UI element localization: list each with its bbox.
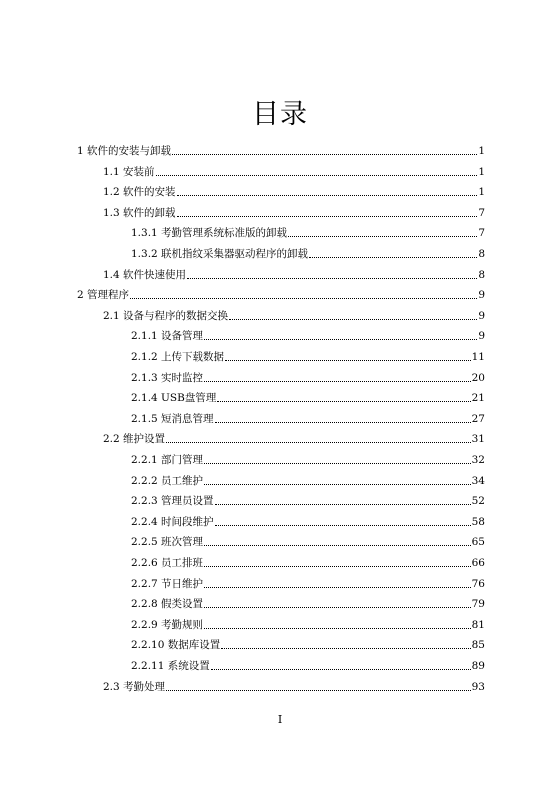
toc-entry-page-number: 34 [471,474,485,487]
toc-entry-page-number: 7 [478,206,485,219]
toc-dot-leader [225,360,471,361]
toc-dot-leader [204,628,471,629]
toc-dot-leader [204,339,477,340]
toc-entry-label: 1.3.1 考勤管理系统标准版的卸载 [131,227,288,240]
toc-entry-page-number: 65 [471,536,485,549]
toc-entry-label: 2.2.5 班次管理 [131,536,204,549]
toc-entry[interactable] [131,346,485,364]
toc-entry-label: 1.2 软件的安装 [103,186,176,199]
toc-entry-page-number: 1 [478,145,485,157]
toc-entry-label: 2.2.2 员工维护 [131,474,204,487]
toc-entry-page-number: 52 [471,495,485,508]
toc-dot-leader [288,236,477,237]
toc-entry-page-number: 1 [478,165,485,178]
toc-dot-leader [215,504,471,505]
toc-entry-page-number: 9 [478,289,485,302]
toc-entry[interactable] [103,305,485,323]
toc-entry[interactable] [131,490,485,508]
toc-dot-leader [204,381,471,382]
toc-entry[interactable] [131,573,485,591]
toc-entry[interactable] [131,243,485,261]
toc-entry-label: 2.2.1 部门管理 [131,454,204,466]
toc-dot-leader [187,278,477,279]
toc-entry-page-number: 27 [471,412,485,425]
toc-entry-label: 2.1.5 短消息管理 [131,412,214,425]
toc-entry-label: 2.2.4 时间段维护 [131,515,214,528]
toc-dot-leader [156,175,478,176]
toc-dot-leader [177,216,478,217]
toc-entry-page-number: 32 [471,454,485,466]
toc-entry-label: 2 管理程序 [77,289,130,302]
toc-entry-label: 2.1.3 实时监控 [131,371,204,384]
page-title: 目录 [252,99,308,130]
toc-entry[interactable] [77,284,485,302]
toc-entry-label: 2.2.10 数据库设置 [131,639,221,652]
toc-entry[interactable] [131,552,485,570]
toc-entry-label: 2.2.6 员工排班 [131,557,204,569]
toc-entry[interactable] [131,511,485,529]
toc-entry-label: 2.1.4 USB盘管理 [131,392,217,405]
toc-dot-leader [215,525,471,526]
toc-entry[interactable] [131,222,485,240]
toc-entry-label: 2.1 设备与程序的数据交换 [103,309,229,322]
toc-entry[interactable] [131,634,485,652]
toc-entry-page-number: 89 [471,660,485,672]
toc-entry-page-number: 76 [471,577,485,590]
toc-dot-leader [204,566,471,567]
toc-entry-label: 2.2.8 假类设置 [131,598,204,611]
toc-entry-page-number: 7 [478,227,485,240]
toc-entry-label: 1.1 安装前 [103,165,155,178]
toc-entry-page-number: 9 [478,330,485,343]
toc-dot-leader [211,669,471,670]
toc-dot-leader [204,484,471,485]
toc-entry[interactable] [131,367,485,385]
toc-entry-page-number: 58 [471,515,485,528]
toc-entry-page-number: 20 [471,371,485,384]
toc-entry[interactable] [131,531,485,549]
toc-entry[interactable] [131,408,485,426]
toc-dot-leader [204,607,471,608]
toc-dot-leader [166,442,471,443]
toc-entry[interactable] [131,387,485,405]
toc-entry[interactable] [131,614,485,632]
toc-dot-leader [204,545,471,546]
toc-entry-label: 1.3 软件的卸载 [103,206,176,219]
toc-entry-label: 2.2.11 系统设置 [131,660,210,672]
toc-entry-label: 1 软件的安装与卸载 [77,145,172,157]
toc-entry[interactable] [103,161,485,179]
toc-entry[interactable] [103,264,485,282]
toc-entry-label: 2.2.9 考勤规则 [131,618,204,631]
toc-entry-label: 2.1.2 上传下载数据 [131,351,225,363]
toc-entry-page-number: 8 [478,248,485,260]
toc-entry-label: 2.3 考勤处理 [103,680,166,693]
toc-entry[interactable] [103,428,485,446]
toc-entry-label: 2.2.7 节日维护 [131,577,204,590]
toc-entry[interactable] [103,181,485,199]
toc-entry[interactable] [77,140,485,158]
toc-dot-leader [204,463,471,464]
toc-dot-leader [309,257,477,258]
toc-dot-leader [204,587,471,588]
page-number: I [277,713,283,726]
toc-entry-page-number: 31 [471,433,485,446]
toc-entry[interactable] [131,449,485,467]
toc-entry-page-number: 79 [471,598,485,611]
toc-entry-label: 2.1.1 设备管理 [131,330,204,343]
toc-entry-page-number: 81 [471,618,485,631]
toc-dot-leader [217,401,470,402]
toc-entry-label: 1.3.2 联机指纹采集器驱动程序的卸载 [131,248,309,260]
toc-dot-leader [215,422,471,423]
toc-entry-page-number: 21 [471,392,485,405]
toc-dot-leader [166,690,471,691]
toc-dot-leader [229,319,477,320]
toc-entry[interactable] [103,676,485,694]
toc-entry-page-number: 1 [478,186,485,199]
toc-dot-leader [221,648,470,649]
toc-dot-leader [130,298,477,299]
toc-dot-leader [172,154,477,155]
toc-entry-page-number: 85 [471,639,485,652]
toc-entry-page-number: 8 [478,268,485,281]
toc-entry[interactable] [131,470,485,488]
toc-dot-leader [177,195,478,196]
toc-entry-page-number: 93 [471,680,485,693]
toc-entry[interactable] [131,593,485,611]
toc-entry[interactable] [131,655,485,673]
toc-entry-page-number: 11 [471,351,485,363]
toc-entry[interactable] [103,202,485,220]
toc-entry-label: 2.2 维护设置 [103,433,166,446]
toc-entry[interactable] [131,325,485,343]
toc-entry-page-number: 9 [478,309,485,322]
toc-entry-label: 2.2.3 管理员设置 [131,495,214,508]
toc-entry-page-number: 66 [471,557,485,569]
toc-entry-label: 1.4 软件快速使用 [103,268,187,281]
